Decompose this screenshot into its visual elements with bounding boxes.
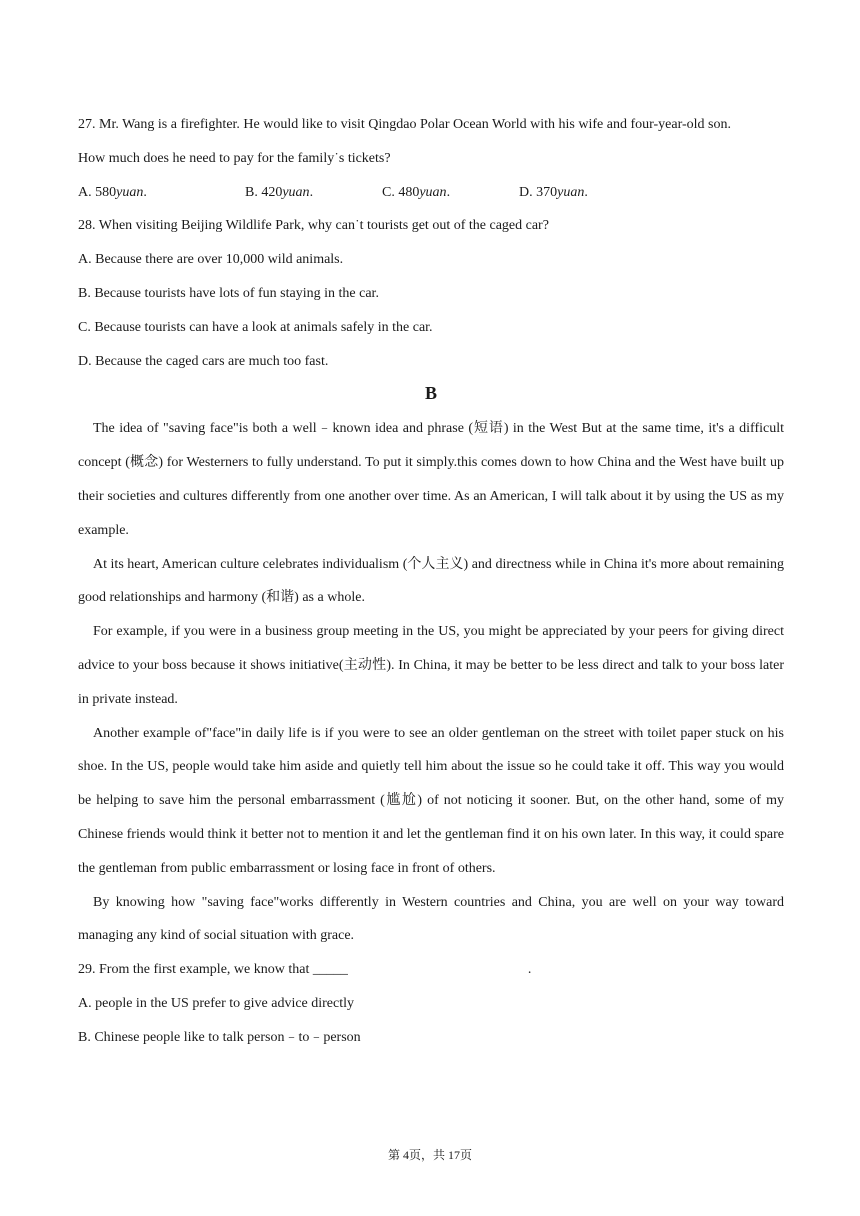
section-b-title: B <box>424 383 437 404</box>
question-28-stem: 28. When visiting Beijing Wildlife Park, why can˙t tourists get out of the caged car? <box>78 218 549 234</box>
question-27-option-a: A. 580yuan. <box>78 184 147 200</box>
question-29-option-b: B. Chinese people like to talk person﹣to﹣person <box>78 1029 361 1045</box>
question-28-option-d: D. Because the caged cars are much too fast. <box>78 353 329 369</box>
passage-paragraph-3: For example, if you were in a business group meeting in the US, you might be appreciated by your peers for giving direct advice to your boss because it shows initiative(主动性). In China, it may be better to be less direct and talk to your boss later in private instead. <box>78 624 784 707</box>
question-28-option-c: C. Because tourists can have a look at animals safely in the car. <box>78 319 433 335</box>
page-content <box>78 108 784 1055</box>
question-27-option-d: D. 370yuan. <box>519 184 588 200</box>
question-28-option-b: B. Because tourists have lots of fun staying in the car. <box>78 285 379 301</box>
question-28-option-a: A. Because there are over 10,000 wild animals. <box>78 252 344 268</box>
page-footer: 第 4页，共 17页 <box>387 1148 472 1162</box>
question-27-options <box>78 176 784 210</box>
passage-paragraph-1: The idea of "saving face"is both a well﹣known idea and phrase (短语) in the West But at the same time, it's a difficult concept (概念) for Westerners to fully understand. To put it simply.this comes down to how China and the West have built up their societies and cultures differently from one another over time. As an American, I will talk about it by using the US as my example. <box>78 421 784 538</box>
passage-paragraph-2: At its heart, American culture celebrates individualism (个人主义) and directness while in China it's more about remaining good relationships and harmony (和谐) as a whole. <box>78 556 784 606</box>
question-29-option-a: A. people in the US prefer to give advice directly <box>78 995 355 1011</box>
question-27-option-c: C. 480yuan. <box>382 184 451 200</box>
question-27-stem-line-2: How much does he need to pay for the family˙s tickets? <box>78 150 391 166</box>
question-27-option-b: B. 420yuan. <box>245 184 314 200</box>
question-29-stem: 29. From the first example, we know that _____ . <box>78 962 532 978</box>
passage-paragraph-4: Another example of"face"in daily life is if you were to see an older gentleman on the street with toilet paper stuck on his shoe. In the US, people would take him aside and quietly tell him about the issue so he could take it off. This way you would be helping to save him the personal embarrassment (尴尬) of not noticing it sooner. But, on the other hand, some of my Chinese friends would think it better not to mention it and let the gentleman find it on his own later. In this way, it could spare the gentleman from public embarrassment or losing face in front of others. <box>78 725 784 876</box>
passage-paragraph-5: By knowing how "saving face"works differently in Western countries and China, you are well on your way toward managing any kind of social situation with grace. <box>78 894 784 944</box>
question-27-stem-line-1: 27. Mr. Wang is a firefighter. He would like to visit Qingdao Polar Ocean World with his wife and four-year-old son. <box>78 117 731 132</box>
